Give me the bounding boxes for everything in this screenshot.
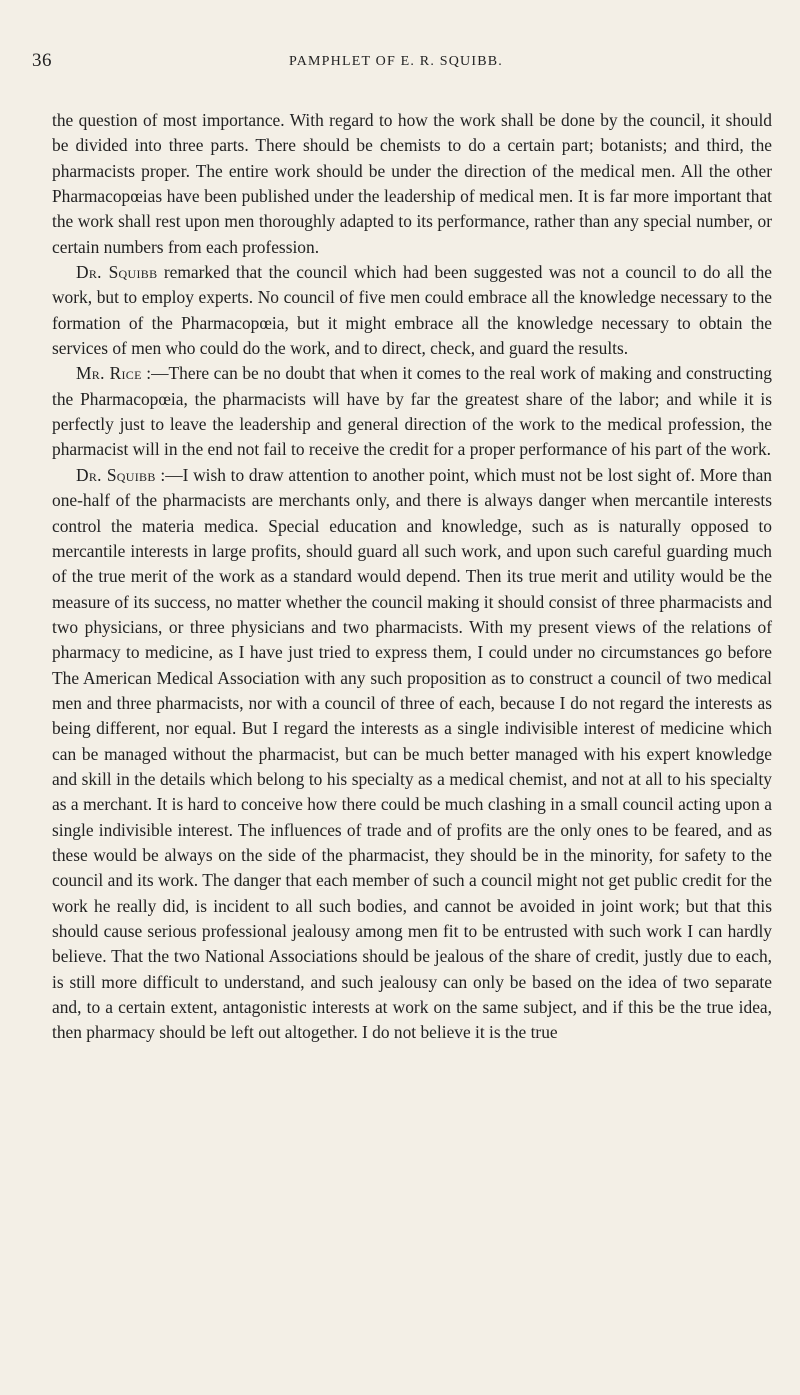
paragraph (52, 260, 772, 361)
paragraph-text: :—I wish to draw attention to another point, which must not be lost sight of. More than one-half of the pharmacists are merchants only, and there is always danger when mercantile interests control the materia medica. Special education and knowledge, such as is naturally opposed to mercantile interests in large profits, should guard all such work, and upon such careful guarding much of the true merit of the work as a standard would depend. Then its true merit and utility would be the measure of its success, no matter whether the council making it should consist of three pharmacists and two physicians, or three physicians and two pharmacists. With my present views of the relations of pharmacy to medicine, as I have just tried to express them, I could under no circumstances go before The American Medical Association with any such proposition as to construct a council of two medical men and three pharmacists, nor with a council of three of each, because I do not regard the interests as being different, nor equal. But I regard the interests as a single indivisible interest of medicine which can be managed without the pharmacist, but can be much better managed with his expert knowledge and skill in the details which belong to his specialty as a medical chemist, and not at all to his specialty as a merchant. It is hard to conceive how there could be much clashing in a small council acting upon a single indivisible interest. The influences of trade and of profits are the only ones to be feared, and as these would be always on the side of the pharmacist, they should be in the minority, for safety to the council and its work. The danger that each member of such a council might not get public credit for the work he really did, is incident to all such bodies, and cannot be avoided in joint work; but that this should cause serious professional jealousy among men fit to be entrusted with such work I can hardly believe. That the two National Associations should be jealous of the share of credit, justly due to each, is still more difficult to understand, and such jealousy can only be based on the idea of two separate and, to a certain extent, antagonistic interests at work on the same subject, and if this be the true idea, then pharmacy should be left out altogether. I do not believe it is the true (52, 464, 772, 1043)
paragraph (52, 463, 772, 1046)
page-number: 36 (32, 50, 52, 71)
paragraph-text: remarked that the council which had been suggested was not a council to do all the work, but to employ experts. No council of five men could embrace all the knowledge necessary to the formation of the Pharmacopœia, but it might embrace all the knowledge necessary to obtain the services of men who could do the work, and to direct, check, and guard the results. (52, 262, 772, 359)
paragraph-text: :—There can be no doubt that when it comes to the real work of making and constructing the Pharmacopœia, the pharmacists will have by far the greatest share of the labor; and while it is perfectly just to leave the leadership and general direction of the work to the medical profession, the pharmacist will in the end not fail to receive the credit for a proper performance of his part of the work. (52, 363, 772, 460)
paragraph (52, 108, 772, 260)
page-header (32, 50, 760, 78)
running-head: PAMPHLET OF E. R. SQUIBB. (289, 54, 503, 69)
speaker-name: Dr. Squibb (76, 262, 158, 283)
speaker-name: Mr. Rice (76, 363, 142, 384)
paragraph-text: the question of most importance. With regard to how the work shall be done by the council, it should be divided into three parts. There should be chemists to do a certain part; botanists; and third, the pharmacists proper. The entire work should be under the direction of the medical men. All the other Pharmacopœias have been published under the leadership of medical men. It is far more important that the work shall rest upon men thoroughly adapted to its performance, rather than any special number, or certain numbers from each profession. (52, 110, 772, 257)
speaker-name: Dr. Squibb (76, 464, 156, 485)
paragraph (52, 361, 772, 462)
body-text (52, 108, 772, 1046)
